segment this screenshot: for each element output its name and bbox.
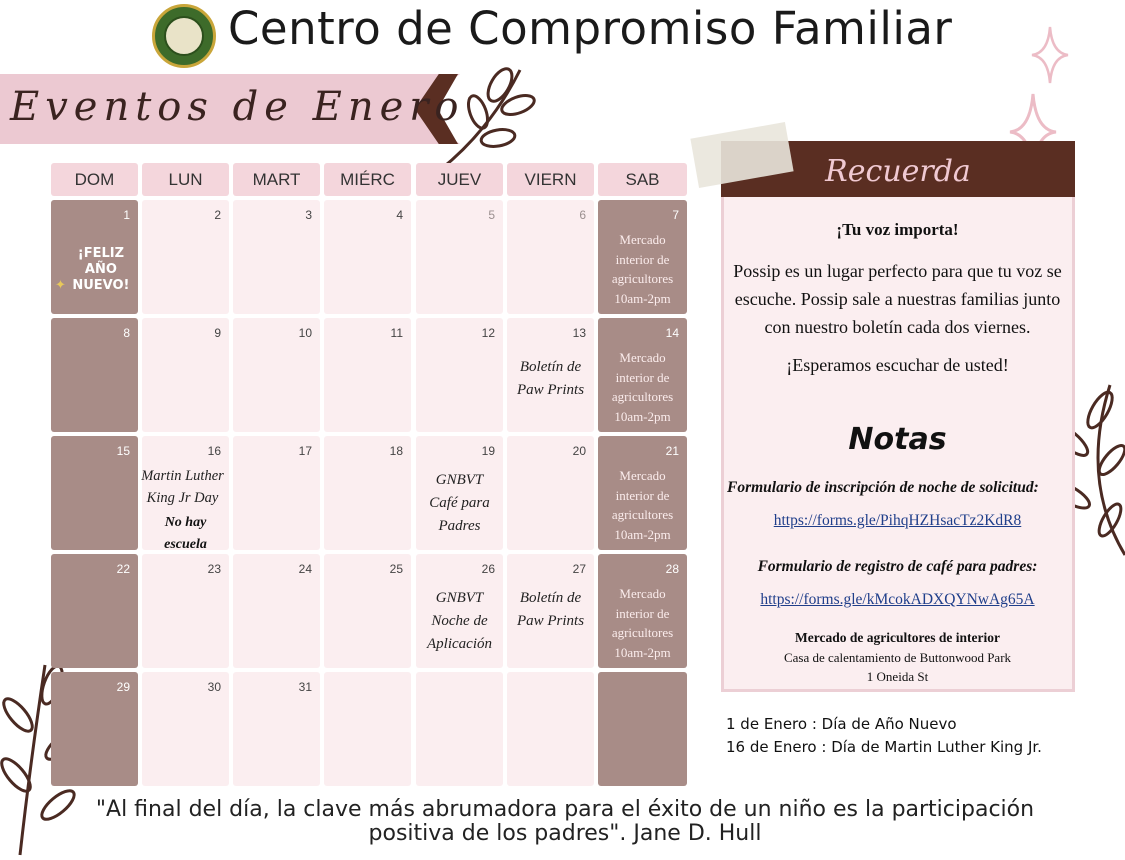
reminder-title: Recuerda <box>825 154 971 189</box>
farmers-market-event: Mercado interior de agricultores 10am-2pm <box>611 586 674 660</box>
day-cell <box>51 318 138 432</box>
weekday-tue: MART <box>233 163 320 196</box>
day-cell <box>233 436 320 550</box>
banner-title: Eventos de Enero <box>10 84 465 130</box>
day-number: 17 <box>298 444 312 458</box>
day-number: 26 <box>481 562 495 576</box>
cafe-form-label: Formulario de registro de café para padres: <box>757 558 1038 575</box>
voice-body: Possip es un lugar perfecto para que tu voz se escuche. Possip sale a nuestras familias junto con nuestro boletín cada dos viernes. <box>733 261 1062 337</box>
day-cell <box>507 436 594 550</box>
market-place: Casa de calentamiento de Buttonwood Park <box>783 650 1012 665</box>
farmers-market-event: Mercado interior de agricultores 10am-2pm <box>611 350 674 424</box>
day-cell <box>324 200 411 314</box>
holiday-new-year: 1 de Enero : Día de Año Nuevo <box>726 715 957 733</box>
day-cell <box>51 672 138 786</box>
day-number: 11 <box>390 326 403 340</box>
day-cell <box>51 436 138 550</box>
day-number: 24 <box>298 562 312 576</box>
voice-closing: ¡Esperamos escuchar de usted! <box>786 355 1009 375</box>
day-number: 8 <box>123 326 130 340</box>
day-number: 16 <box>207 444 221 458</box>
mlk-day-event: Martin Luther King Jr Day <box>141 468 224 506</box>
day-number: 18 <box>389 444 403 458</box>
day-cell <box>416 200 503 314</box>
day-number: 1 <box>123 208 130 222</box>
day-number: 3 <box>305 208 312 222</box>
new-year-text: ¡FELIZ AÑO NUEVO! <box>72 246 130 293</box>
day-cell <box>324 554 411 668</box>
day-cell <box>233 554 320 668</box>
day-cell <box>324 436 411 550</box>
farmers-market-event: Mercado interior de agricultores 10am-2pm <box>611 468 674 542</box>
day-cell <box>598 318 687 432</box>
day-number: 29 <box>116 680 130 694</box>
day-cell <box>416 318 503 432</box>
day-cell <box>142 318 229 432</box>
day-number: 23 <box>207 562 221 576</box>
day-cell <box>416 436 503 550</box>
day-cell <box>233 200 320 314</box>
farmers-market-event: Mercado interior de agricultores 10am-2pm <box>611 232 674 306</box>
day-number: 20 <box>572 444 586 458</box>
day-cell <box>142 672 229 786</box>
weekday-sat: SAB <box>598 163 687 196</box>
day-cell <box>51 554 138 668</box>
weekday-sun: DOM <box>51 163 138 196</box>
day-cell <box>142 200 229 314</box>
day-number: 30 <box>207 680 221 694</box>
weekday-mon: LUN <box>142 163 229 196</box>
day-cell <box>507 200 594 314</box>
day-cell <box>507 318 594 432</box>
day-number: 14 <box>665 326 679 340</box>
day-cell <box>598 436 687 550</box>
day-number: 6 <box>579 208 586 222</box>
day-number: 25 <box>389 562 403 576</box>
parent-cafe-event: GNBVT Café para Padres <box>429 472 490 534</box>
day-cell <box>507 554 594 668</box>
day-number: 31 <box>298 680 312 694</box>
school-seal-logo <box>152 4 216 68</box>
empty-day-cell <box>416 672 503 786</box>
day-number: 9 <box>214 326 221 340</box>
no-school-event: No hay escuela <box>164 515 207 552</box>
day-cell <box>142 436 229 550</box>
market-title: Mercado de agricultores de interior <box>795 630 1000 645</box>
weekday-wed: MIÉRC <box>324 163 411 196</box>
holiday-mlk: 16 de Enero : Día de Martin Luther King Jr. <box>726 738 1042 756</box>
day-cell <box>598 200 687 314</box>
day-number: 21 <box>665 444 679 458</box>
empty-day-cell <box>507 672 594 786</box>
page-title: Centro de Compromiso Familiar <box>228 2 953 55</box>
weekday-fri: VIERN <box>507 163 594 196</box>
day-number: 27 <box>572 562 586 576</box>
new-year-greeting: ✦¡FELIZ AÑO NUEVO! <box>55 246 136 294</box>
day-cell <box>233 672 320 786</box>
empty-day-cell <box>598 672 687 786</box>
voice-heading: ¡Tu voz importa! <box>836 220 959 239</box>
day-number: 10 <box>298 326 312 340</box>
day-number: 15 <box>116 444 130 458</box>
day-cell <box>416 554 503 668</box>
day-cell <box>51 200 138 314</box>
application-night-event: GNBVT Noche de Aplicación <box>427 590 492 652</box>
sparkle-icon <box>1030 25 1070 85</box>
day-number: 19 <box>481 444 495 458</box>
market-address: 1 Oneida St <box>866 669 929 684</box>
day-cell <box>324 318 411 432</box>
day-cell <box>233 318 320 432</box>
cafe-form-link[interactable]: https://forms.gle/kMcokADXQYNwAg65A <box>760 591 1035 608</box>
weekday-thu: JUEV <box>416 163 503 196</box>
application-form-label: Formulario de inscripción de noche de solicitud: <box>727 479 1039 496</box>
day-number: 28 <box>665 562 679 576</box>
newsletter-event: Boletín de Paw Prints <box>516 359 585 398</box>
day-number: 13 <box>572 326 586 340</box>
day-number: 2 <box>214 208 221 222</box>
day-number: 7 <box>672 208 679 222</box>
newsletter-event: Boletín de Paw Prints <box>516 590 585 629</box>
day-number: 5 <box>488 208 495 222</box>
day-cell <box>598 554 687 668</box>
application-form-link[interactable]: https://forms.gle/PihqHZHsacTz2KdR8 <box>773 512 1022 529</box>
day-number: 4 <box>396 208 403 222</box>
day-number: 12 <box>481 326 495 340</box>
day-cell <box>142 554 229 668</box>
empty-day-cell <box>324 672 411 786</box>
footer-quote: "Al final del día, la clave más abrumadora para el éxito de un niño es la participación positiva de los padres". Jane D. Hull <box>95 797 1035 846</box>
notes-title: Notas <box>848 422 947 457</box>
day-number: 22 <box>116 562 130 576</box>
